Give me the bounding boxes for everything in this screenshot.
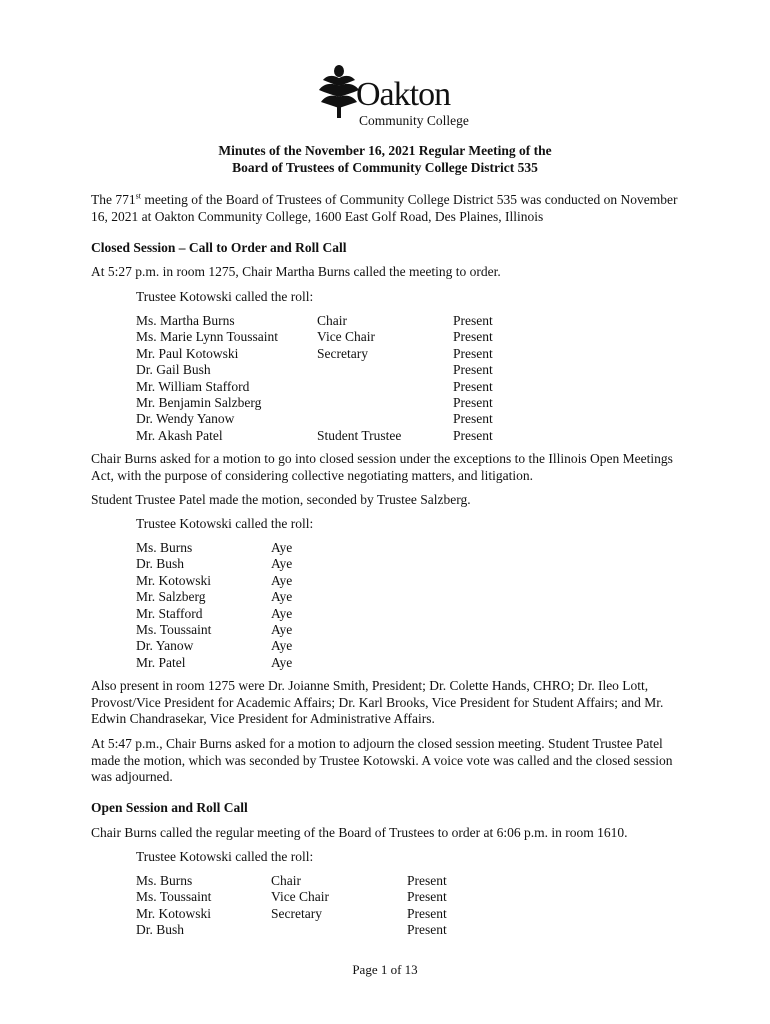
roll-row-role: Secretary — [271, 905, 322, 921]
roll-row — [136, 906, 447, 922]
vote-row-vote: Aye — [271, 605, 293, 621]
roll-row-status: Present — [407, 922, 447, 938]
vote-row-name: Dr. Bush — [136, 556, 185, 572]
document-title-line-1: Minutes of the November 16, 2021 Regular Meeting of the — [218, 143, 552, 158]
roll-row-name: Ms. Burns — [136, 873, 193, 888]
roll-row — [136, 395, 493, 411]
roll-row — [136, 922, 447, 938]
roll-row-role — [317, 362, 453, 378]
roll-row-name: Ms. Toussaint — [136, 889, 212, 905]
roll-row-status: Present — [453, 411, 493, 427]
roll-row-role — [317, 379, 453, 395]
vote-row-vote: Aye — [271, 622, 293, 638]
vote-row-vote: Aye — [271, 556, 293, 572]
roll-row-name: Mr. Akash Patel — [136, 427, 223, 443]
roll-row-role: Secretary — [317, 345, 368, 361]
roll-row — [136, 889, 447, 905]
open-roll-table — [136, 873, 447, 939]
open-roll-intro: Trustee Kotowski called the roll: — [136, 849, 314, 864]
roll-row-name: Dr. Bush — [136, 922, 185, 938]
closed-vote-table — [136, 540, 292, 671]
roll-row-role: Chair — [317, 313, 347, 328]
roll-row-status: Present — [453, 427, 493, 443]
roll-row-role: Chair — [271, 873, 301, 888]
vote-row-vote: Aye — [271, 654, 293, 670]
closed-roll-intro: Trustee Kotowski called the roll: — [136, 289, 314, 304]
vote-row-name: Ms. Toussaint — [136, 622, 212, 638]
closed-session-heading: Closed Session – Call to Order and Roll Call — [91, 240, 347, 255]
vote-row — [136, 589, 292, 605]
vote-row — [136, 556, 292, 572]
roll-row-name: Mr. Kotowski — [136, 905, 212, 921]
roll-row — [136, 346, 493, 362]
closed-motion: Student Trustee Patel made the motion, seconded by Trustee Salzberg. — [91, 492, 471, 507]
vote-row-vote: Aye — [271, 638, 293, 654]
roll-row-status: Present — [453, 345, 493, 361]
closed-vote-intro: Trustee Kotowski called the roll: — [136, 516, 314, 531]
roll-row-name: Ms. Martha Burns — [136, 313, 235, 328]
document-title-line-2: Board of Trustees of Community College District 535 — [232, 160, 538, 175]
roll-row-name: Ms. Marie Lynn Toussaint — [136, 329, 279, 345]
vote-row-name: Mr. Kotowski — [136, 572, 212, 588]
roll-row-name: Mr. Paul Kotowski — [136, 345, 239, 361]
vote-row-vote: Aye — [271, 572, 293, 588]
roll-row-name: Mr. William Stafford — [136, 378, 250, 394]
roll-row-role: Vice Chair — [317, 329, 376, 345]
roll-row-status: Present — [453, 395, 493, 411]
vote-row — [136, 622, 292, 638]
roll-row-role — [317, 395, 453, 411]
roll-row-role: Vice Chair — [271, 889, 330, 905]
roll-row-name: Mr. Benjamin Salzberg — [136, 395, 262, 411]
vote-row-name: Mr. Salzberg — [136, 589, 206, 605]
page-number: Page 1 of 13 — [352, 962, 418, 977]
roll-row-role — [317, 411, 453, 427]
roll-row-status: Present — [407, 905, 447, 921]
vote-row — [136, 540, 292, 556]
roll-row — [136, 873, 447, 889]
logo-subtitle: Community College — [359, 113, 469, 128]
closed-roll-table — [136, 313, 493, 444]
also-present-paragraph: Also present in room 1275 were Dr. Joianne Smith, President; Dr. Colette Hands, CHRO; Dr. Ileo Lott, Provost/Vice President for Academic Affairs; Dr. Karl Brooks, Vice President for Student Affairs; and Mr. Edwin Chandrasekar, Vice President for Administrative Affairs. — [91, 678, 664, 726]
intro-paragraph — [91, 192, 691, 225]
vote-row — [136, 638, 292, 654]
vote-row-vote: Aye — [271, 589, 293, 605]
open-session-heading: Open Session and Roll Call — [91, 800, 248, 815]
roll-row-status: Present — [453, 329, 493, 345]
roll-row-status: Present — [453, 362, 493, 378]
roll-row — [136, 329, 493, 345]
vote-row-name: Mr. Patel — [136, 654, 186, 670]
vote-row-name: Ms. Burns — [136, 540, 193, 555]
roll-row-role: Student Trustee — [317, 427, 402, 443]
vote-row-name: Mr. Stafford — [136, 605, 203, 621]
closed-call-to-order: At 5:27 p.m. in room 1275, Chair Martha Burns called the meeting to order. — [91, 264, 501, 279]
roll-row-status: Present — [453, 378, 493, 394]
intro-prefix: The 771 — [91, 192, 136, 207]
roll-row — [136, 362, 493, 378]
roll-row — [136, 428, 493, 444]
intro-body: meeting of the Board of Trustees of Community College District 535 was conducted on November 16, 2021 at Oakton Community College, 1600 East Golf Road, Des Plaines, Illinois — [91, 192, 678, 224]
open-call-to-order: Chair Burns called the regular meeting of the Board of Trustees to order at 6:06 p.m. in room 1610. — [91, 825, 628, 840]
intro-ordinal-suffix: st — [135, 191, 141, 201]
vote-row-vote: Aye — [271, 540, 293, 555]
roll-row — [136, 313, 493, 329]
adjourn-paragraph: At 5:47 p.m., Chair Burns asked for a motion to adjourn the closed session meeting. Student Trustee Patel made the motion, which was seconded by Trustee Kotowski. A voice vote was called and the closed session was adjourned. — [91, 736, 673, 784]
roll-row — [136, 411, 493, 427]
vote-row-name: Dr. Yanow — [136, 638, 194, 654]
vote-row — [136, 573, 292, 589]
roll-row-status: Present — [407, 889, 447, 905]
roll-row — [136, 379, 493, 395]
roll-row-name: Dr. Wendy Yanow — [136, 411, 235, 427]
vote-row — [136, 606, 292, 622]
roll-row-role — [271, 922, 407, 938]
closed-motion-request: Chair Burns asked for a motion to go into closed session under the exceptions to the Illinois Open Meetings Act, with the purpose of considering collective negotiating matters, and litigation. — [91, 451, 673, 483]
vote-row — [136, 655, 292, 671]
roll-row-status: Present — [407, 873, 447, 888]
roll-row-status: Present — [453, 313, 493, 328]
logo-wordmark: Oakton — [356, 76, 451, 113]
roll-row-name: Dr. Gail Bush — [136, 362, 211, 378]
